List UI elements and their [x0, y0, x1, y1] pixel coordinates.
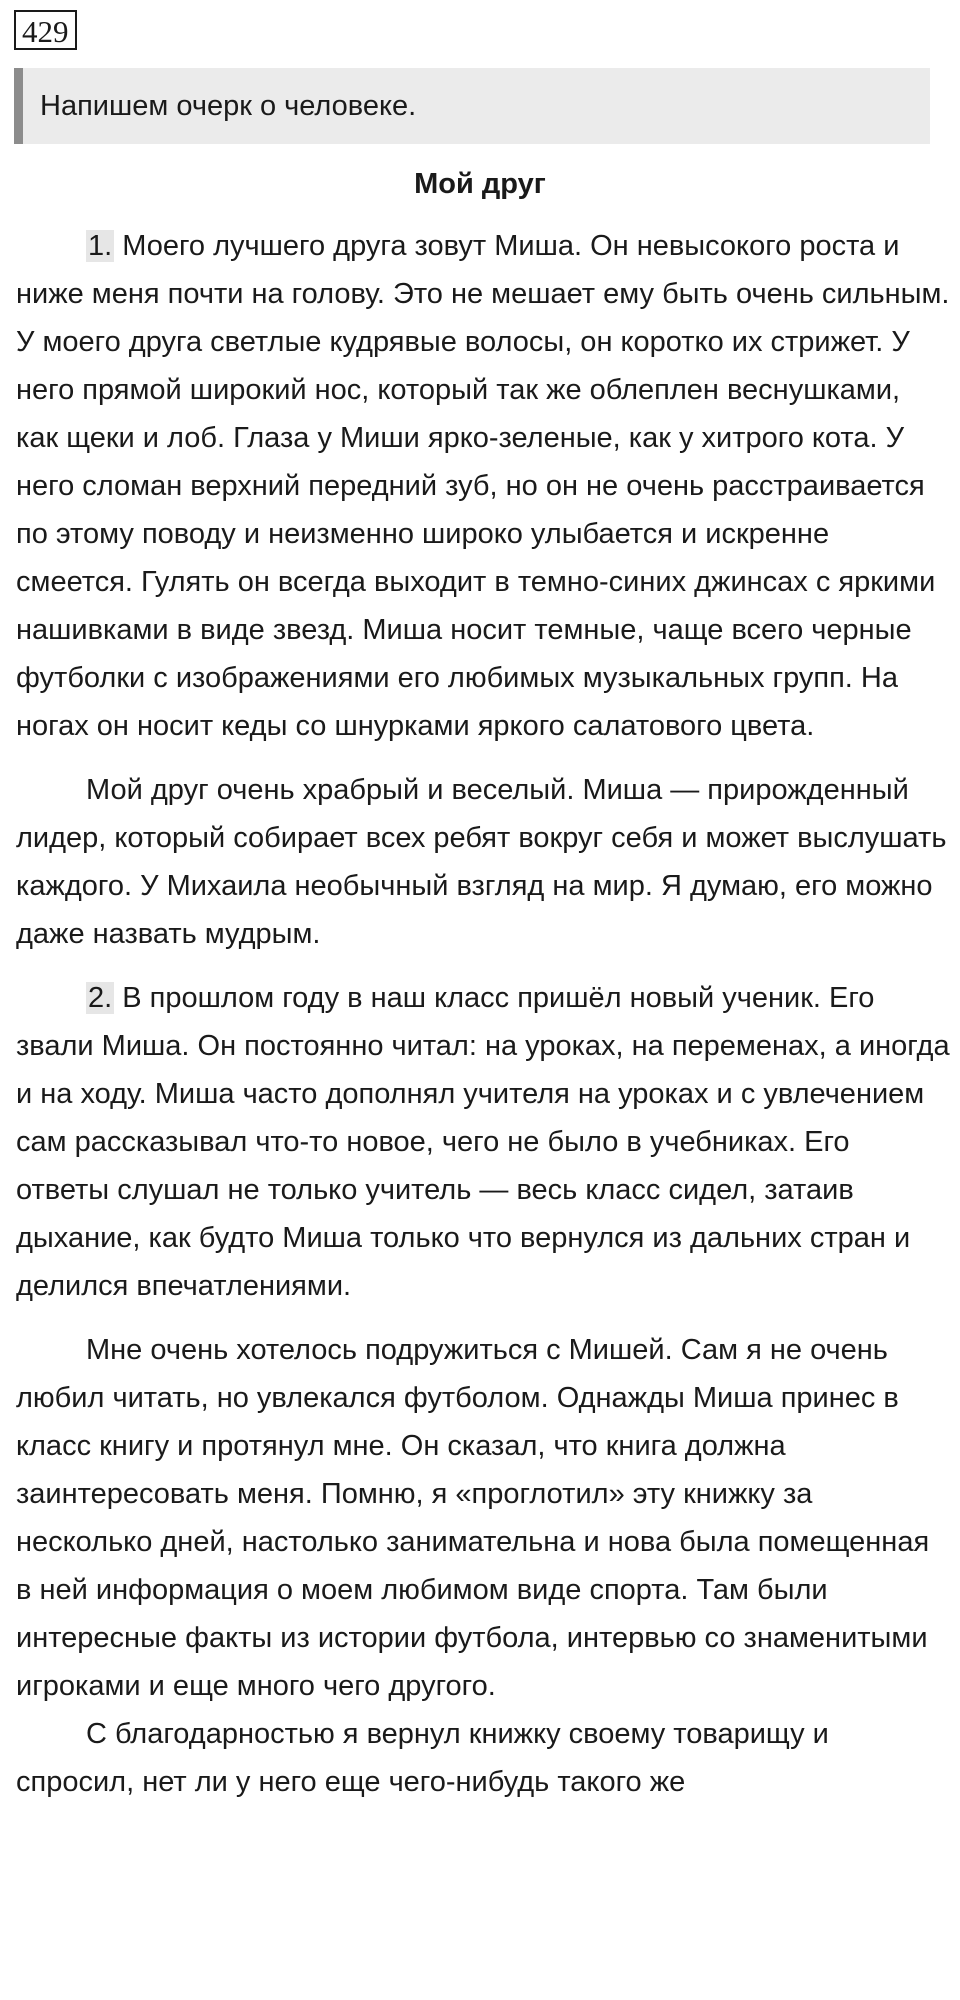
paragraph-1 — [16, 222, 950, 750]
paragraph-number: 1. — [88, 230, 113, 262]
paragraph-text: Моего лучшего друга зовут Миша. Он невысокого роста и ниже меня почти на голову. Это не мешает ему быть очень сильным. У моего друга светлые кудрявые волосы, он коротко их стрижет. У него прямой широкий нос, который так же облеплен веснушками, как щеки и лоб. Глаза у Миши ярко-зеленые, как у хитрого кота. У него сломан верхний передний зуб, но он не очень расстраивается по этому поводу и неизменно широко улыбается и искренне смеется. Гулять он всегда выходит в темно-синих джинсах с яркими нашивками в виде звезд. Миша носит темные, чаще всего черные футболки с изображениями его любимых музыкальных групп. На ногах он носит кеды со шнурками яркого салатового цвета. — [16, 230, 950, 742]
paragraph-5 — [16, 1710, 950, 1806]
paragraph-text: Мой друг очень храбрый и веселый. Миша — прирожденный лидер, который собирает всех ребят вокруг себя и может выслушать каждого. У Михаила необычный взгляд на мир. Я думаю, его можно даже назвать мудрым. — [16, 774, 947, 950]
paragraph-3 — [16, 974, 950, 1310]
paragraph-number: 2. — [88, 982, 113, 1014]
paragraph-text: С благодарностью я вернул книжку своему товарищу и спросил, нет ли у него еще чего-нибудь такого же — [16, 1718, 829, 1798]
essay-title: Мой друг — [414, 168, 546, 200]
task-box — [14, 68, 930, 144]
paragraph-text: Мне очень хотелось подружиться с Мишей. Сам я не очень любил читать, но увлекался футболом. Однажды Миша принес в класс книгу и протянул мне. Он сказал, что книга должна заинтересовать меня. Помню, я «проглотил» эту книжку за несколько дней, настолько занимательна и нова была помещенная в ней информация о моем любимом виде спорта. Там были интересные факты из истории футбола, интервью со знаменитыми игроками и еще много чего другого. — [16, 1334, 930, 1702]
essay-body — [16, 222, 950, 1822]
task-text: Напишем очерк о человеке. — [40, 90, 417, 122]
paragraph-text: В прошлом году в наш класс пришёл новый ученик. Его звали Миша. Он постоянно читал: на уроках, на переменах, а иногда и на ходу. Миша часто дополнял учителя на уроках и с увлечением сам рассказывал что-то новое, чего не было в учебниках. Его ответы слушал не только учитель — весь класс сидел, затаив дыхание, как будто Миша только что вернулся из дальних стран и делился впечатлениями. — [16, 982, 950, 1302]
exercise-number: 429 — [14, 10, 77, 50]
paragraph-2 — [16, 766, 950, 958]
paragraph-4 — [16, 1326, 950, 1710]
